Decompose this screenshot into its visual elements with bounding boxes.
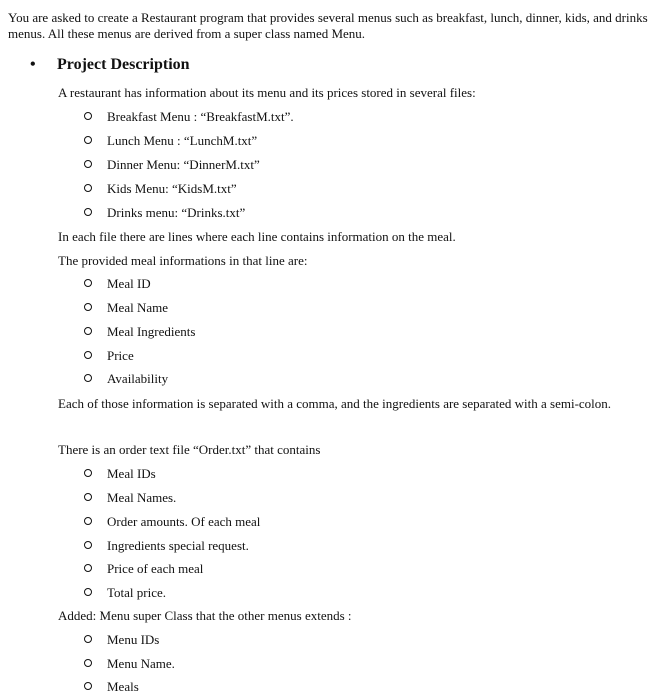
list-item-order-field: Meal IDs — [84, 466, 156, 482]
list-item-meal-field: Price — [84, 348, 134, 364]
list-item-menu-field: Menu Name. — [84, 656, 175, 672]
paragraph-order-file: There is an order text file “Order.txt” that contains — [58, 442, 321, 457]
paragraph-meal-info: The provided meal informations in that line are: — [58, 253, 308, 268]
list-item-meal-field: Meal Ingredients — [84, 324, 195, 340]
circle-bullet-icon — [84, 208, 92, 216]
circle-bullet-icon — [84, 469, 92, 477]
list-item-meal-field: Availability — [84, 371, 168, 387]
list-item-meal-field: Meal ID — [84, 276, 151, 292]
list-item-file: Kids Menu: “KidsM.txt” — [84, 181, 237, 197]
section-title: Project Description — [57, 56, 190, 73]
list-item-file: Breakfast Menu : “BreakfastM.txt”. — [84, 109, 294, 125]
circle-bullet-icon — [84, 635, 92, 643]
paragraph-files-intro: A restaurant has information about its menu and its prices stored in several files: — [58, 85, 476, 100]
circle-bullet-icon — [84, 682, 92, 690]
circle-bullet-icon — [84, 659, 92, 667]
circle-bullet-icon — [84, 184, 92, 192]
intro-paragraph: You are asked to create a Restaurant program that provides several menus such as breakfast, lunch, dinner, kids, and drinks menus. All these menus are derived from a super class named Menu. — [8, 10, 648, 41]
list-item-order-field: Ingredients special request. — [84, 538, 249, 554]
circle-bullet-icon — [84, 541, 92, 549]
circle-bullet-icon — [84, 588, 92, 596]
paragraph-each-file: In each file there are lines where each line contains information on the meal. — [58, 229, 456, 244]
circle-bullet-icon — [84, 279, 92, 287]
circle-bullet-icon — [84, 160, 92, 168]
list-item-order-field: Meal Names. — [84, 490, 176, 506]
circle-bullet-icon — [84, 351, 92, 359]
circle-bullet-icon — [84, 517, 92, 525]
list-item-meal-field: Meal Name — [84, 300, 168, 316]
list-item-order-field: Total price. — [84, 585, 166, 601]
list-item-file: Drinks menu: “Drinks.txt” — [84, 205, 245, 221]
list-item-menu-field: Menu IDs — [84, 632, 159, 648]
circle-bullet-icon — [84, 303, 92, 311]
list-item-order-field: Price of each meal — [84, 561, 203, 577]
list-item-menu-field: Meals — [84, 679, 139, 695]
paragraph-menu-superclass: Added: Menu super Class that the other menus extends : — [58, 608, 352, 623]
section-heading — [30, 55, 190, 75]
list-item-file: Dinner Menu: “DinnerM.txt” — [84, 157, 260, 173]
list-item-file: Lunch Menu : “LunchM.txt” — [84, 133, 257, 149]
circle-bullet-icon — [84, 493, 92, 501]
circle-bullet-icon — [84, 374, 92, 382]
circle-bullet-icon — [84, 327, 92, 335]
list-item-order-field: Order amounts. Of each meal — [84, 514, 260, 530]
heading-bullet: • — [30, 56, 36, 73]
circle-bullet-icon — [84, 136, 92, 144]
paragraph-separator-note: Each of those information is separated with a comma, and the ingredients are separated with a semi-colon. — [58, 396, 612, 411]
circle-bullet-icon — [84, 564, 92, 572]
circle-bullet-icon — [84, 112, 92, 120]
